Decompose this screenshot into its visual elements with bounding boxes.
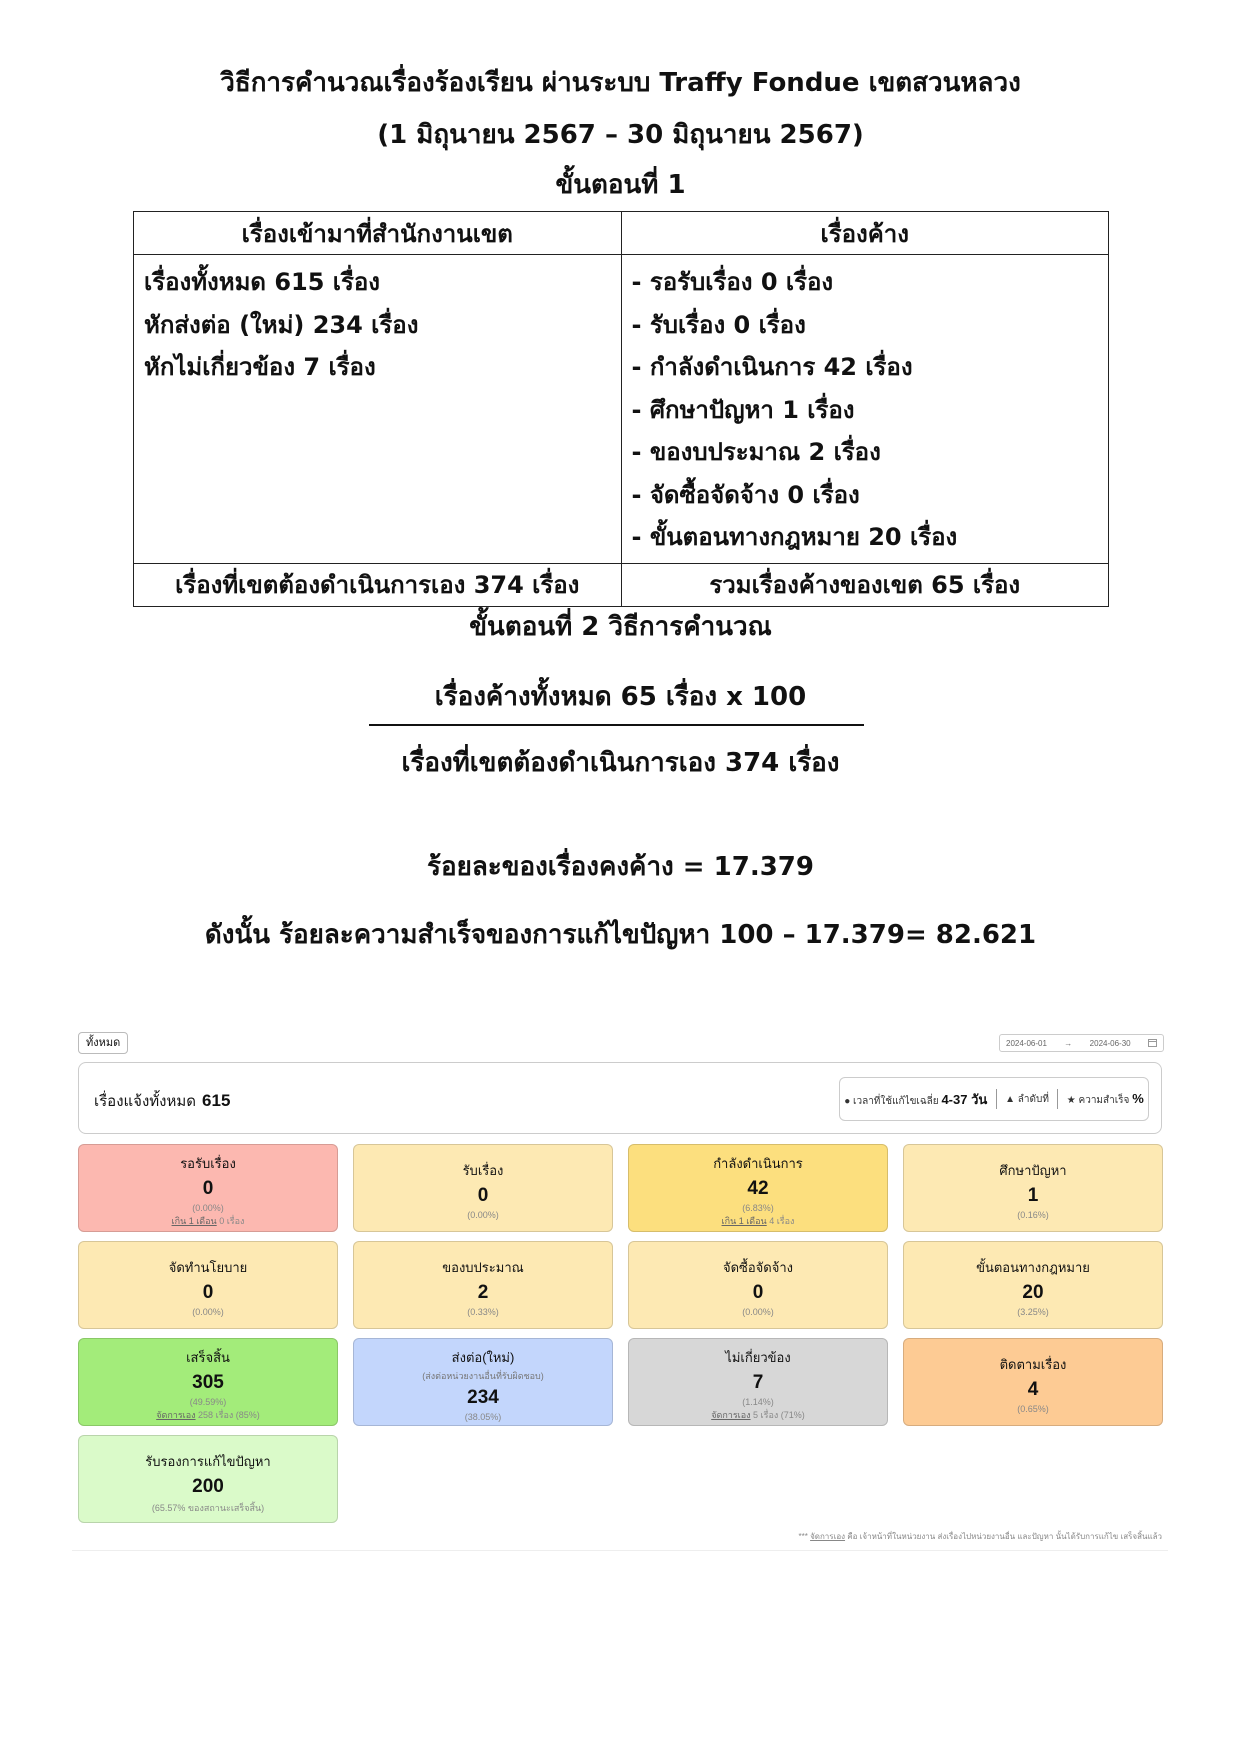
card-sublabel: (ส่งต่อหน่วยงานอื่นที่รับผิดชอบ) (422, 1371, 544, 1381)
calendar-icon[interactable] (1148, 1038, 1157, 1049)
status-card-in-progress[interactable] (628, 1144, 888, 1232)
col2-row: - กำลังดำเนินการ 42 เรื่อง (631, 353, 913, 381)
card-percent: (3.25%) (1017, 1307, 1049, 1317)
card-percent: (6.83%) (742, 1203, 774, 1213)
card-label: ของบประมาณ (442, 1260, 524, 1275)
step1-table (133, 211, 1109, 607)
status-card-study[interactable] (903, 1144, 1163, 1232)
card-extra-text: 0 เรื่อง (216, 1216, 245, 1226)
avg-time-value: 4-37 วัน (941, 1091, 988, 1107)
card-value: 200 (192, 1476, 224, 1497)
status-card-procurement[interactable] (628, 1241, 888, 1329)
card-label: รอรับเรื่อง (180, 1156, 236, 1171)
card-value: 1 (1027, 1185, 1039, 1206)
card-value: 0 (202, 1282, 214, 1303)
dashboard-screenshot (72, 1030, 1168, 1550)
arrow-icon: → (1064, 1038, 1073, 1048)
col1-footer: เรื่องที่เขตต้องดำเนินการเอง 374 เรื่อง (134, 563, 622, 606)
fraction-line (369, 724, 864, 726)
card-value: 0 (752, 1282, 764, 1303)
status-card-forwarded[interactable] (353, 1338, 613, 1426)
status-card-follow-up[interactable] (903, 1338, 1163, 1426)
card-percent: (0.00%) (467, 1210, 499, 1220)
col2-footer: รวมเรื่องค้างของเขต 65 เรื่อง (621, 563, 1109, 606)
status-card-received[interactable] (353, 1144, 613, 1232)
success-value: % (1132, 1090, 1144, 1106)
card-percent: (1.14%) (742, 1397, 774, 1407)
footnote (799, 1530, 1162, 1543)
col2-header: เรื่องค้าง (621, 212, 1109, 255)
card-label: เสร็จสิ้น (186, 1350, 230, 1365)
card-label: ขั้นตอนทางกฎหมาย (976, 1260, 1090, 1275)
status-card-certified[interactable] (78, 1435, 338, 1523)
total-value: 615 (202, 1091, 231, 1110)
trophy-icon: ★ (1066, 1094, 1076, 1106)
card-extra-link[interactable]: เกิน 1 เดือน (171, 1216, 217, 1226)
stats-box (839, 1077, 1149, 1121)
footnote-text: คือ เจ้าหน้าที่ในหน่วยงาน ส่งเรื่องไปหน่วยงานอื่น และปัญหา นั้นได้รับการแก้ไข เสร็จสิ้นแล้ว (845, 1532, 1162, 1541)
card-extra (79, 1214, 337, 1228)
card-extra-link[interactable]: จัดการเอง (711, 1410, 751, 1420)
card-label: กำลังดำเนินการ (713, 1156, 803, 1171)
card-label: จัดทำนโยบาย (168, 1260, 248, 1275)
card-value: 305 (192, 1372, 224, 1393)
card-value: 2 (477, 1282, 489, 1303)
success-percent: ดังนั้น ร้อยละความสำเร็จของการแก้ไขปัญหา 100 – 17.379= 82.621 (204, 920, 1037, 950)
col2-row: - รอรับเรื่อง 0 เรื่อง (631, 268, 834, 296)
card-percent: (0.65%) (1017, 1404, 1049, 1414)
status-card-irrelevant[interactable] (628, 1338, 888, 1426)
card-extra-link[interactable]: เกิน 1 เดือน (721, 1216, 767, 1226)
status-card-completed[interactable] (78, 1338, 338, 1426)
card-label: ติดตามเรื่อง (999, 1357, 1067, 1372)
col2-row: - รับเรื่อง 0 เรื่อง (631, 310, 806, 339)
date-range-picker[interactable] (999, 1034, 1164, 1052)
col2-row: - ขั้นตอนทางกฎหมาย 20 เรื่อง (631, 523, 958, 551)
avg-time-stat (844, 1089, 987, 1110)
divider (1057, 1089, 1058, 1109)
total-reports (94, 1089, 230, 1113)
card-percent: (0.16%) (1017, 1210, 1049, 1220)
col2-row: - ของบประมาณ 2 เรื่อง (631, 438, 881, 466)
success-stat (1067, 1091, 1144, 1108)
col1-row: หักส่งต่อ (ใหม่) 234 เรื่อง (144, 310, 419, 339)
card-percent: (49.59%) (189, 1397, 227, 1407)
card-label: ส่งต่อ(ใหม่) (451, 1350, 515, 1365)
status-card-legal[interactable] (903, 1241, 1163, 1329)
card-extra-text: 4 เรื่อง (766, 1216, 795, 1226)
total-label: เรื่องแจ้งทั้งหมด (94, 1093, 197, 1110)
col1-body (134, 255, 622, 564)
card-extra-text: 5 เรื่อง (71%) (750, 1410, 805, 1420)
card-percent: (38.05%) (464, 1412, 502, 1422)
card-value: 234 (467, 1387, 499, 1408)
rank-label: ลำดับที่ (1017, 1093, 1049, 1105)
podium-icon: ▲ (1005, 1093, 1015, 1105)
rank-stat (1005, 1092, 1049, 1107)
footnote-link[interactable]: จัดการเอง (810, 1532, 846, 1541)
status-card-policy[interactable] (78, 1241, 338, 1329)
card-extra-text: 258 เรื่อง (85%) (195, 1410, 260, 1420)
card-percent: (0.33%) (467, 1307, 499, 1317)
card-label: รับเรื่อง (462, 1163, 504, 1178)
step2-heading: ขั้นตอนที่ 2 วิธีการคำนวณ (469, 612, 772, 642)
fraction-denominator: เรื่องที่เขตต้องดำเนินการเอง 374 เรื่อง (401, 748, 840, 778)
status-card-waiting[interactable] (78, 1144, 338, 1232)
col1-row: เรื่องทั้งหมด 615 เรื่อง (144, 268, 381, 296)
date-to[interactable]: 2024-06-30 (1089, 1038, 1131, 1048)
card-value: 4 (1027, 1379, 1039, 1400)
date-from[interactable]: 2024-06-01 (1006, 1038, 1047, 1048)
card-label: ไม่เกี่ยวข้อง (725, 1350, 791, 1365)
card-percent: (0.00%) (742, 1307, 774, 1317)
user-icon: ● (844, 1095, 851, 1107)
divider (72, 1550, 1168, 1551)
status-card-budget[interactable] (353, 1241, 613, 1329)
card-percent: (65.57% ของสถานะเสร็จสิ้น) (151, 1503, 265, 1513)
col1-header: เรื่องเข้ามาที่สำนักงานเขต (134, 212, 622, 255)
pending-percent: ร้อยละของเรื่องคงค้าง = 17.379 (427, 852, 814, 882)
col2-body (621, 255, 1109, 564)
card-label: ศึกษาปัญหา (999, 1163, 1067, 1178)
card-value: 0 (477, 1185, 489, 1206)
card-value: 20 (1022, 1282, 1044, 1303)
card-extra (629, 1214, 887, 1228)
col1-row: หักไม่เกี่ยวข้อง 7 เรื่อง (144, 353, 376, 381)
avg-time-label: เวลาที่ใช้แก้ไขเฉลี่ย (853, 1095, 939, 1107)
card-value: 7 (752, 1372, 764, 1393)
card-value: 0 (202, 1178, 214, 1199)
card-label: จัดซื้อจัดจ้าง (722, 1260, 793, 1275)
card-extra-link[interactable]: จัดการเอง (156, 1410, 196, 1420)
card-percent: (0.00%) (192, 1307, 224, 1317)
document-title: วิธีการคำนวณเรื่องร้องเรียน ผ่านระบบ Traffy Fondue เขตสวนหลวง (220, 68, 1021, 98)
col2-row: - ศึกษาปัญหา 1 เรื่อง (631, 395, 855, 424)
success-label: ความสำเร็จ (1078, 1094, 1130, 1106)
divider (996, 1089, 997, 1109)
all-button[interactable]: ทั้งหมด (78, 1032, 128, 1054)
footnote-prefix: *** (798, 1532, 811, 1541)
card-extra (79, 1408, 337, 1422)
card-percent: (0.00%) (192, 1203, 224, 1213)
summary-box (78, 1062, 1162, 1134)
card-extra (629, 1408, 887, 1422)
document-date-range: (1 มิถุนายน 2567 – 30 มิถุนายน 2567) (377, 120, 864, 150)
step1-heading: ขั้นตอนที่ 1 (555, 170, 686, 200)
card-label: รับรองการแก้ไขปัญหา (145, 1454, 271, 1469)
col2-row: - จัดซื้อจัดจ้าง 0 เรื่อง (631, 480, 860, 509)
fraction-numerator: เรื่องค้างทั้งหมด 65 เรื่อง x 100 (434, 682, 807, 712)
card-value: 42 (747, 1178, 769, 1199)
